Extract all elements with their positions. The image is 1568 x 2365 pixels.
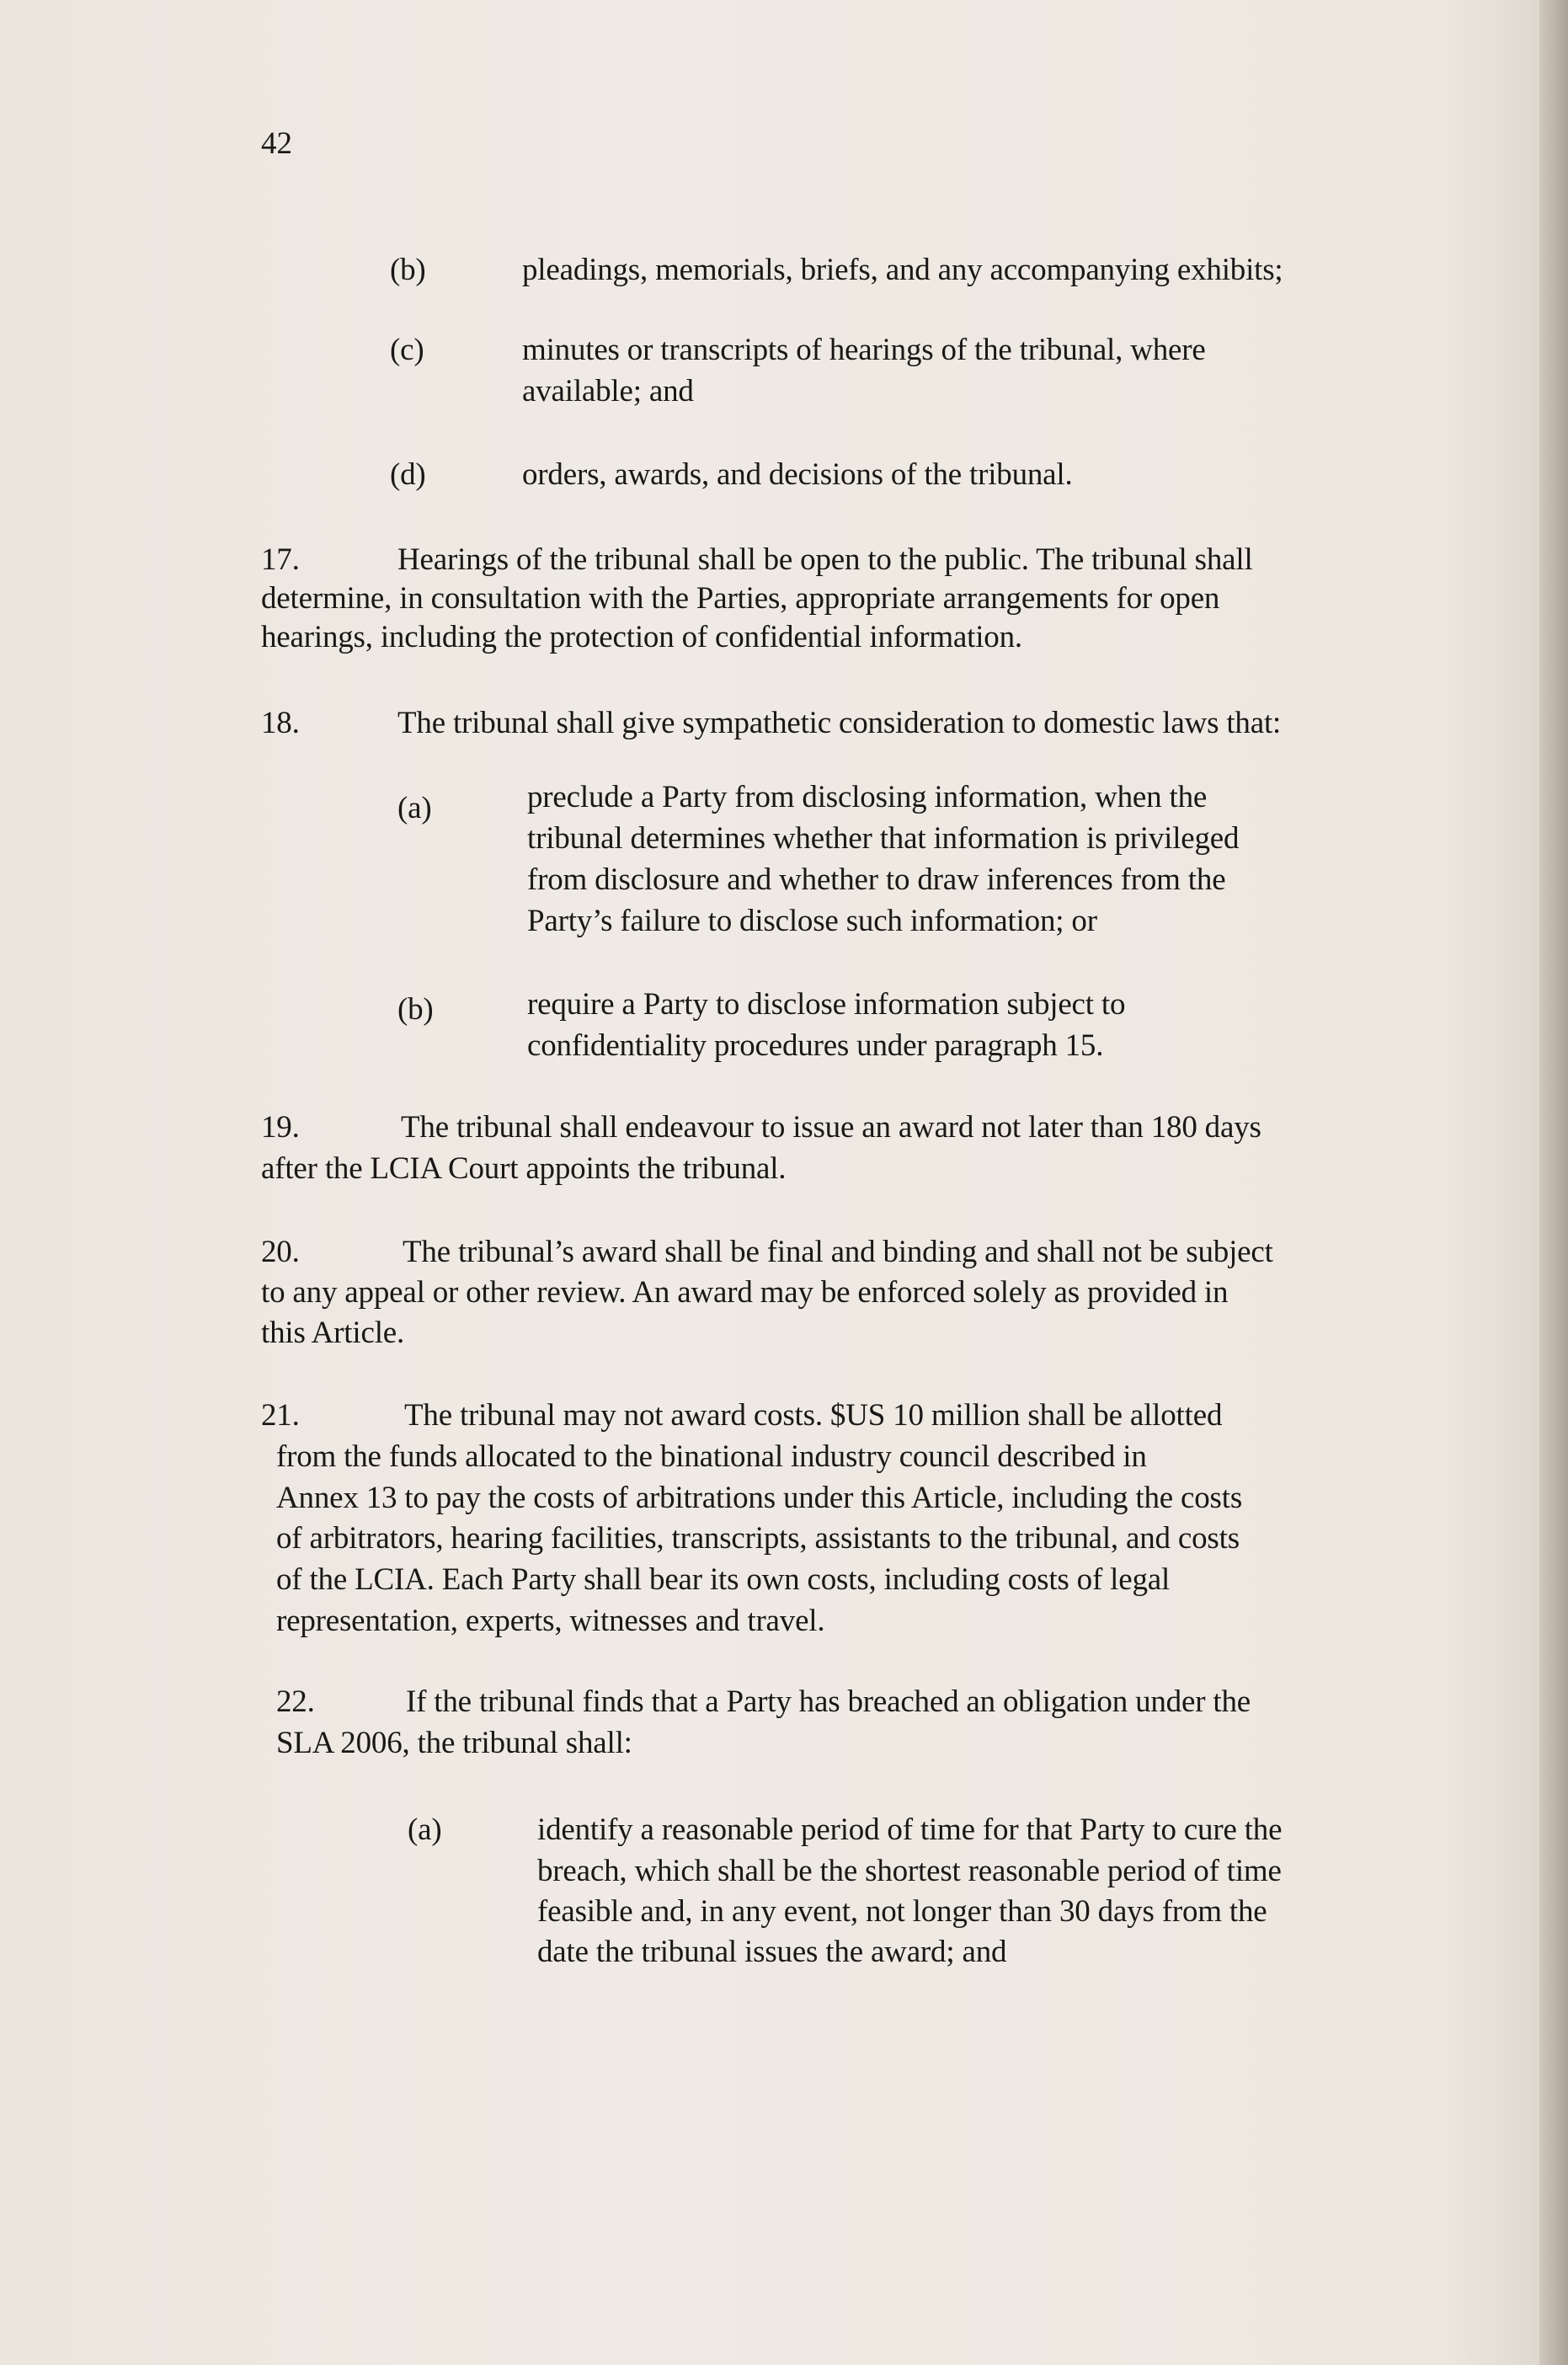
para-21-line-1: The tribunal may not award costs. $US 10 million shall be allotted	[404, 1398, 1223, 1433]
para-22-item-a-line-2: breach, which shall be the shortest reasonable period of time	[537, 1854, 1282, 1888]
para-21-number: 21.	[261, 1398, 300, 1433]
page-edge-shadow	[1539, 0, 1568, 2365]
para-18-number: 18.	[261, 706, 300, 740]
para-21-line-5: of the LCIA. Each Party shall bear its own costs, including costs of legal	[276, 1562, 1171, 1597]
para-22-number: 22.	[276, 1684, 315, 1719]
para-21-line-4: of arbitrators, hearing facilities, transcripts, assistants to the tribunal, and costs	[276, 1521, 1240, 1556]
para-17-line-3: hearings, including the protection of confidential information.	[261, 620, 1022, 654]
para-18-item-a-label: (a)	[397, 791, 432, 825]
para-22-line-2: SLA 2006, the tribunal shall:	[276, 1726, 632, 1760]
para-19-line-1: The tribunal shall endeavour to issue an award not later than 180 days	[401, 1110, 1261, 1145]
para-19-number: 19.	[261, 1110, 300, 1145]
item-d-label: (d)	[390, 457, 426, 492]
para-22-item-a-label: (a)	[408, 1812, 442, 1847]
para-22-item-a-line-3: feasible and, in any event, not longer than 30 days from the	[537, 1894, 1267, 1929]
para-21-line-2: from the funds allocated to the binational industry council described in	[276, 1439, 1147, 1474]
para-17-line-2: determine, in consultation with the Parties, appropriate arrangements for open	[261, 581, 1220, 616]
para-18-item-a-line-1: preclude a Party from disclosing information, when the	[527, 780, 1208, 814]
para-18-line-1: The tribunal shall give sympathetic consideration to domestic laws that:	[397, 706, 1282, 740]
para-18-item-a-line-4: Party’s failure to disclose such information; or	[527, 904, 1097, 938]
para-20-line-2: to any appeal or other review. An award may be enforced solely as provided in	[261, 1275, 1229, 1310]
para-18-item-b-line-1: require a Party to disclose information subject to	[527, 987, 1126, 1022]
para-18-item-a-line-2: tribunal determines whether that information is privileged	[527, 821, 1240, 856]
para-18-item-b-line-2: confidentiality procedures under paragraph 15.	[527, 1028, 1104, 1063]
para-20-line-3: this Article.	[261, 1316, 405, 1350]
item-c-text-line-1: minutes or transcripts of hearings of the tribunal, where	[522, 333, 1206, 367]
para-21-line-3: Annex 13 to pay the costs of arbitrations under this Article, including the costs	[276, 1481, 1243, 1515]
item-d-text: orders, awards, and decisions of the tribunal.	[522, 457, 1073, 492]
para-22-item-a-line-4: date the tribunal issues the award; and	[537, 1935, 1007, 1969]
para-22-item-a-line-1: identify a reasonable period of time for that Party to cure the	[537, 1812, 1283, 1847]
para-17-number: 17.	[261, 542, 300, 577]
page-number: 42	[261, 126, 292, 161]
para-21-line-6: representation, experts, witnesses and travel.	[276, 1604, 825, 1638]
item-b-label: (b)	[390, 253, 426, 287]
para-20-number: 20.	[261, 1235, 300, 1269]
item-c-text-line-2: available; and	[522, 374, 694, 408]
para-18-item-b-label: (b)	[397, 992, 434, 1027]
para-19-line-2: after the LCIA Court appoints the tribunal.	[261, 1151, 787, 1186]
item-b-text: pleadings, memorials, briefs, and any accompanying exhibits;	[522, 253, 1283, 287]
para-22-line-1: If the tribunal finds that a Party has breached an obligation under the	[406, 1684, 1251, 1719]
para-17-line-1: Hearings of the tribunal shall be open to the public. The tribunal shall	[397, 542, 1253, 577]
para-18-item-a-line-3: from disclosure and whether to draw inferences from the	[527, 862, 1226, 897]
item-c-label: (c)	[390, 333, 424, 367]
para-20-line-1: The tribunal’s award shall be final and binding and shall not be subject	[403, 1235, 1273, 1269]
